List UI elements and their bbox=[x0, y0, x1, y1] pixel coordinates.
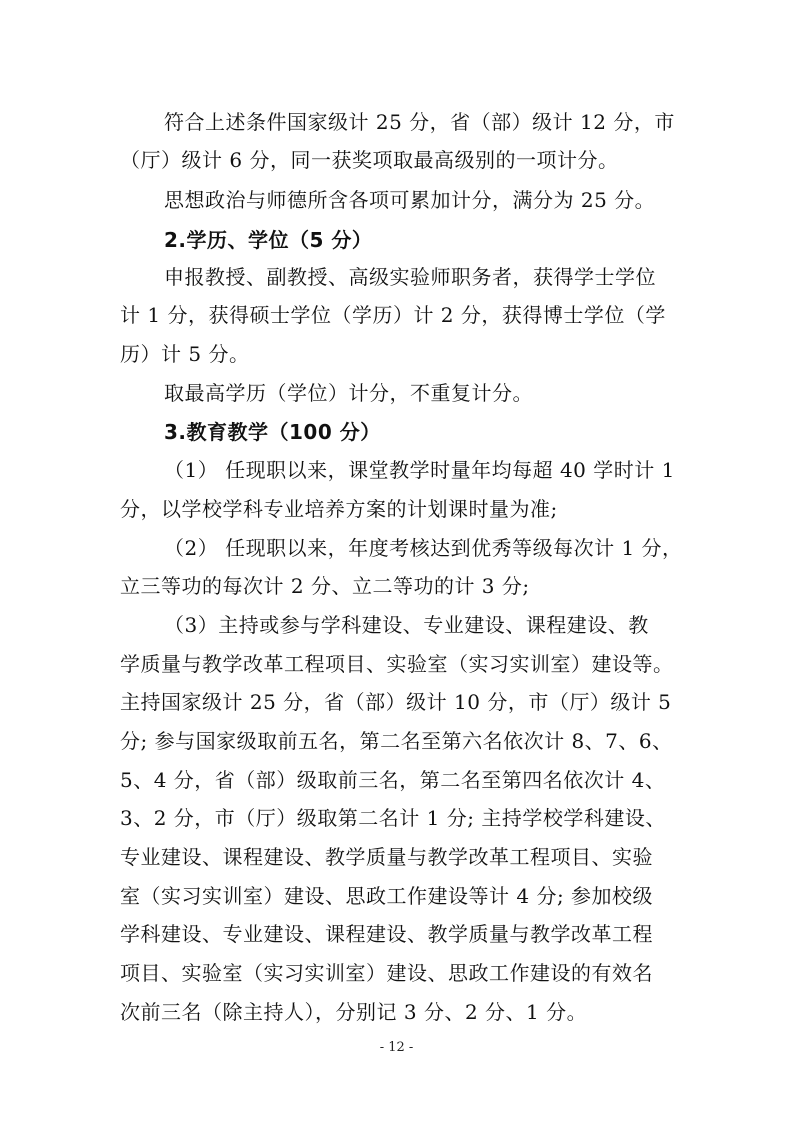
body-line: 申报教授、副教授、高级实验师职务者，获得学士学位 bbox=[164, 265, 656, 289]
body-line: 分; 参与国家级取前五名，第二名至第六名依次计 8、7、6、 bbox=[120, 729, 673, 753]
body-line: 计 1 分，获得硕士学位（学历）计 2 分，获得博士学位（学 bbox=[120, 303, 666, 327]
body-line: 专业建设、课程建设、教学质量与教学改革工程项目、实验 bbox=[120, 845, 653, 869]
body-line: （1） 任现职以来，课堂教学时量年均每超 40 学时计 1 bbox=[164, 458, 675, 482]
body-line: 学质量与教学改革工程项目、实验室（实习实训室）建设等。 bbox=[120, 652, 674, 676]
page-number: - 12 - bbox=[379, 1040, 414, 1055]
body-line: 学科建设、专业建设、课程建设、教学质量与教学改革工程 bbox=[120, 922, 653, 946]
body-line: 分，以学校学科专业培养方案的计划课时量为准; bbox=[120, 497, 558, 521]
body-line: 项目、实验室（实习实训室）建设、思政工作建设的有效名 bbox=[120, 961, 653, 985]
body-line: （厅）级计 6 分，同一获奖项取最高级别的一项计分。 bbox=[120, 148, 619, 172]
section-heading-education: 2.学历、学位（5 分） bbox=[164, 228, 373, 252]
body-line: （3）主持或参与学科建设、专业建设、课程建设、教 bbox=[164, 613, 649, 637]
body-line: 室（实习实训室）建设、思政工作建设等计 4 分; 参加校级 bbox=[120, 884, 654, 908]
body-line: 取最高学历（学位）计分，不重复计分。 bbox=[164, 381, 533, 405]
body-line: 思想政治与师德所含各项可累加计分，满分为 25 分。 bbox=[164, 188, 656, 212]
body-line: 符合上述条件国家级计 25 分，省（部）级计 12 分，市 bbox=[164, 110, 675, 134]
body-line: （2） 任现职以来，年度考核达到优秀等级每次计 1 分， bbox=[164, 536, 683, 560]
body-line: 立三等功的每次计 2 分、立二等功的计 3 分; bbox=[120, 574, 530, 598]
body-line: 5、4 分，省（部）级取前三名，第二名至第四名依次计 4、 bbox=[120, 768, 666, 792]
body-line: 次前三名（除主持人），分别记 3 分、2 分、1 分。 bbox=[120, 1000, 588, 1024]
section-heading-teaching: 3.教育教学（100 分） bbox=[164, 420, 381, 444]
body-line: 历）计 5 分。 bbox=[120, 342, 250, 366]
body-line: 主持国家级计 25 分，省（部）级计 10 分，市（厅）级计 5 bbox=[120, 690, 672, 714]
body-line: 3、2 分，市（厅）级取第二名计 1 分; 主持学校学科建设、 bbox=[120, 806, 666, 830]
